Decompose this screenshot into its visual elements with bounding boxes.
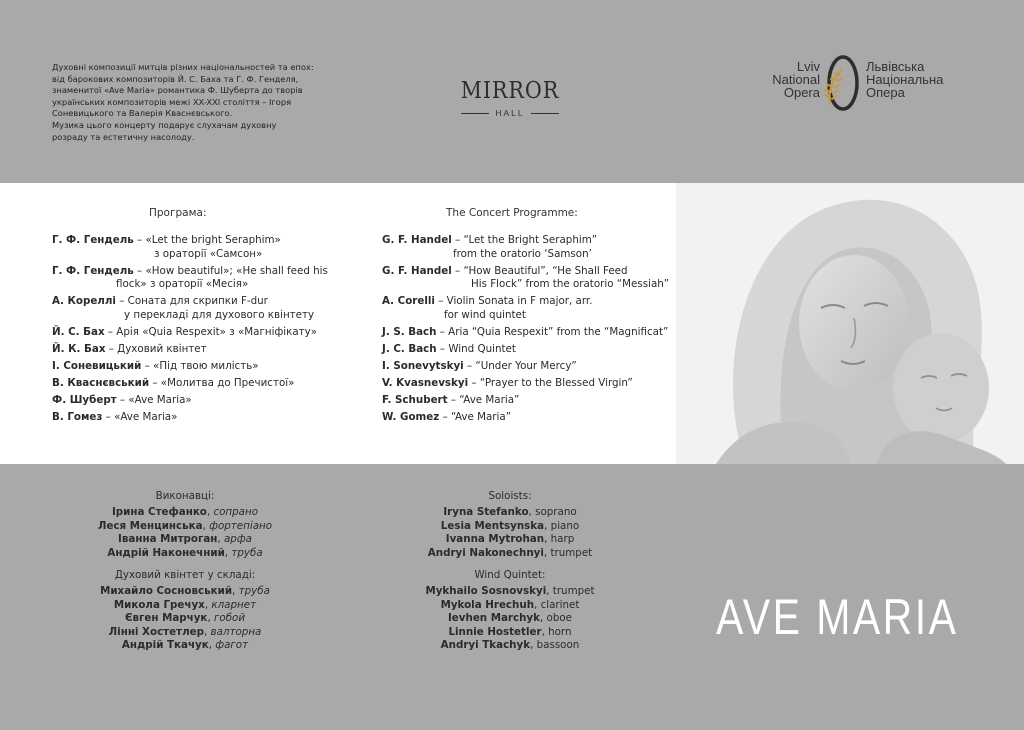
performer-role: фортепіано	[209, 519, 273, 532]
performer-row	[70, 547, 300, 560]
logo-text-ua	[866, 60, 986, 99]
performer-role: арфа	[223, 533, 252, 546]
performer-row	[70, 520, 300, 533]
performer-role: oboe	[546, 612, 573, 625]
intro-line: розраду та естетичну насолоду.	[52, 131, 195, 142]
composer-name: В. Кваснєвський	[52, 376, 150, 389]
performer-row	[70, 639, 300, 652]
separator: ,	[540, 612, 547, 625]
opera-emblem-icon	[820, 52, 866, 114]
separator: ,	[544, 533, 551, 546]
work-title: – “Ave Maria”	[439, 410, 512, 423]
logo-text-en	[742, 60, 820, 99]
performer-role: фагот	[215, 639, 249, 652]
performer-row	[70, 599, 300, 612]
work-subtitle: His Flock” from the oratorio “Messiah”	[471, 278, 670, 290]
work-title: – “How Beautiful”, “He Shall Feed	[451, 264, 628, 277]
work-title: – Соната для скрипки F-dur	[115, 295, 268, 307]
performer-name: Andryi Tkachyk	[440, 639, 531, 652]
composer-name: Ф. Шуберт	[52, 393, 117, 406]
composer-name: W. Gomez	[382, 410, 440, 423]
performer-row	[395, 547, 625, 560]
performer-role: soprano	[535, 506, 577, 519]
intro-line: від барокових композиторів Й. С. Баха та Г. Ф. Генделя,	[52, 73, 299, 84]
divider	[461, 113, 489, 114]
performer-row	[70, 506, 300, 519]
venue-logo	[440, 78, 580, 118]
composer-name: Г. Ф. Гендель	[52, 234, 134, 246]
composer-name: J. S. Bach	[382, 325, 437, 338]
intro-line: Музика цього концерту подарує слухачам духовну	[52, 119, 277, 130]
composer-name: J. C. Bach	[382, 342, 437, 355]
intro-text	[52, 62, 352, 143]
work-title: – Арія «Quia Respexit» з «Магніфікату»	[104, 325, 318, 338]
performers-ua	[70, 490, 300, 652]
program-title-ua: Програма:	[149, 207, 207, 219]
work-title: – Wind Quintet	[436, 342, 516, 355]
logo-word: Національна	[866, 72, 944, 87]
performer-name: Леся Менцинська	[97, 519, 203, 532]
program-list-en	[382, 234, 669, 428]
performer-name: Ірина Стефанко	[111, 506, 207, 519]
performer-role: harp	[550, 533, 575, 546]
work-title: – Aria “Quia Respexit” from the “Magnificat”	[436, 325, 669, 338]
performer-role: труба	[231, 546, 263, 559]
performer-name: Linnie Hostetler	[448, 625, 542, 638]
work-title: – «Ave Maria»	[102, 410, 178, 423]
work-title: – “Ave Maria”	[447, 393, 520, 406]
performer-name: Lesia Mentsynska	[440, 519, 545, 532]
madonna-statue-icon	[676, 183, 1024, 464]
performer-role: piano	[550, 519, 580, 532]
madonna-statue-image	[676, 183, 1024, 464]
composer-name: Й. К. Бах	[52, 342, 106, 355]
quintet-title: Духовий квінтет у складі:	[114, 569, 256, 582]
work-title: – Духовий квінтет	[105, 342, 207, 355]
program-item	[382, 295, 669, 322]
venue-subtitle: HALL	[495, 108, 525, 118]
program-item	[52, 411, 328, 425]
performer-name: Михайло Сосновський	[100, 585, 233, 598]
performer-row	[395, 520, 625, 533]
performer-row	[395, 585, 625, 598]
intro-line: Соневицького та Валерія Кваснєвського.	[52, 108, 233, 119]
performer-row	[70, 626, 300, 639]
composer-name: A. Corelli	[382, 295, 435, 307]
performer-role: гобой	[213, 612, 246, 625]
venue-subtitle-row	[440, 108, 580, 118]
program-item	[52, 265, 328, 292]
work-title: – “Prayer to the Blessed Virgin”	[468, 376, 633, 389]
performer-row	[395, 612, 625, 625]
performer-name: Ivanna Mytrohan	[445, 533, 545, 546]
program-item	[382, 411, 669, 425]
program-item	[52, 377, 328, 391]
separator: ,	[208, 639, 216, 652]
performers-title: Виконавці:	[155, 490, 215, 502]
program-item	[52, 343, 328, 357]
program-item	[52, 234, 328, 261]
performer-name: Mykola Hrechuh	[440, 598, 535, 611]
logo-word: National	[772, 72, 820, 87]
performer-role: trumpet	[550, 546, 593, 559]
work-title: – «Let the bright Seraphim»	[133, 234, 281, 246]
composer-name: V. Kvasnevskyi	[382, 376, 469, 389]
performer-role: труба	[238, 585, 270, 598]
separator: ,	[530, 639, 537, 652]
performer-row	[395, 599, 625, 612]
program-title-en: The Concert Programme:	[446, 207, 578, 219]
program-item	[382, 377, 669, 391]
intro-line: Духовні композиції митців різних національностей та епох:	[52, 62, 314, 72]
work-title: – “Let the Bright Seraphim”	[451, 234, 598, 246]
composer-name: I. Sonevytskyi	[382, 359, 464, 372]
performer-name: Андрій Наконечний	[107, 546, 225, 559]
performer-name: Ievhen Marchyk	[447, 612, 540, 625]
separator: ,	[206, 506, 214, 519]
performer-role: bassoon	[536, 639, 580, 652]
performer-role: кларнет	[211, 598, 257, 611]
concert-title: AVE MARIA	[716, 589, 959, 645]
composer-name: G. F. Handel	[382, 264, 452, 277]
work-title: – «Під твою милість»	[141, 359, 259, 372]
intro-line: знаменитої «Ave Maria» романтика Ф. Шуберта до творів	[52, 85, 303, 96]
separator: ,	[546, 585, 553, 598]
logo-word: Львівська	[866, 59, 925, 74]
program-item	[52, 326, 328, 340]
performer-role: clarinet	[540, 598, 580, 611]
work-subtitle: flock» з ораторії «Месія»	[116, 278, 249, 290]
program-item	[52, 360, 328, 374]
composer-name: F. Schubert	[382, 393, 448, 406]
performer-row	[395, 626, 625, 639]
composer-name: Й. С. Бах	[52, 325, 105, 338]
performer-name: Лінні Хостетлер	[108, 625, 204, 638]
performer-row	[395, 506, 625, 519]
composer-name: І. Соневицький	[52, 359, 142, 372]
performers-title: Soloists:	[488, 490, 532, 502]
work-subtitle: у перекладі для духового квінтету	[124, 308, 315, 321]
spacer	[70, 560, 300, 569]
separator: ,	[224, 546, 232, 559]
separator: ,	[207, 612, 214, 625]
work-title: – «Молитва до Пречистої»	[149, 376, 295, 389]
performer-role: сопрано	[213, 506, 259, 519]
separator: ,	[534, 598, 541, 611]
composer-name: В. Гомез	[52, 410, 103, 423]
program-item	[382, 360, 669, 374]
separator: ,	[543, 546, 551, 559]
performer-name: Євген Марчук	[124, 612, 208, 625]
logo-word: Opera	[783, 85, 820, 100]
divider	[531, 113, 559, 114]
program-item	[382, 343, 669, 357]
venue-title: MIRROR	[460, 78, 560, 104]
separator: ,	[204, 598, 212, 611]
performer-row	[70, 533, 300, 546]
composer-name: А. Кореллі	[52, 295, 116, 307]
separator: ,	[541, 625, 549, 638]
performer-role: horn	[548, 625, 572, 638]
quintet-title: Wind Quintet:	[474, 569, 546, 582]
performer-name: Andryi Nakonechnyi	[427, 546, 544, 559]
program-item	[52, 394, 328, 408]
separator: ,	[544, 519, 551, 532]
work-subtitle: з ораторії «Самсон»	[154, 247, 263, 260]
performer-row	[70, 612, 300, 625]
performer-role: trumpet	[552, 585, 595, 598]
separator: ,	[528, 506, 536, 519]
performer-row	[70, 585, 300, 598]
program-item	[382, 265, 669, 292]
composer-name: G. F. Handel	[382, 234, 452, 246]
logo-word: Опера	[866, 85, 905, 100]
work-title: – Violin Sonata in F major, arr.	[434, 295, 593, 307]
performer-name: Іванна Митроган	[118, 533, 218, 546]
logo-word: Lviv	[796, 59, 820, 74]
separator: ,	[217, 533, 224, 546]
program-list-ua	[52, 234, 328, 428]
separator: ,	[202, 519, 210, 532]
intro-line: українських композиторів межі XX-XXI століття – Ігоря	[52, 96, 292, 107]
composer-name: Г. Ф. Гендель	[52, 264, 134, 277]
work-title: – «Ave Maria»	[116, 393, 192, 406]
performer-name: Андрій Ткачук	[121, 639, 209, 652]
separator: ,	[203, 625, 211, 638]
program-item	[52, 295, 328, 322]
performer-name: Iryna Stefanko	[443, 506, 529, 519]
opera-logo	[742, 52, 982, 114]
program-item	[382, 394, 669, 408]
performer-role: валторна	[210, 625, 262, 638]
performer-name: Микола Гречух	[113, 598, 205, 611]
performers-en	[395, 490, 625, 652]
spacer	[395, 560, 625, 569]
performer-row	[395, 533, 625, 546]
performer-name: Mykhailo Sosnovskyi	[425, 585, 547, 598]
performer-row	[395, 639, 625, 652]
separator: ,	[232, 585, 239, 598]
program-item	[382, 234, 669, 261]
work-subtitle: from the oratorio ‘Samson’	[453, 247, 592, 260]
work-title: – “Under Your Mercy”	[463, 359, 577, 372]
work-subtitle: for wind quintet	[444, 308, 526, 321]
program-item	[382, 326, 669, 340]
work-title: – «How beautiful»; «He shall feed his	[133, 264, 328, 277]
